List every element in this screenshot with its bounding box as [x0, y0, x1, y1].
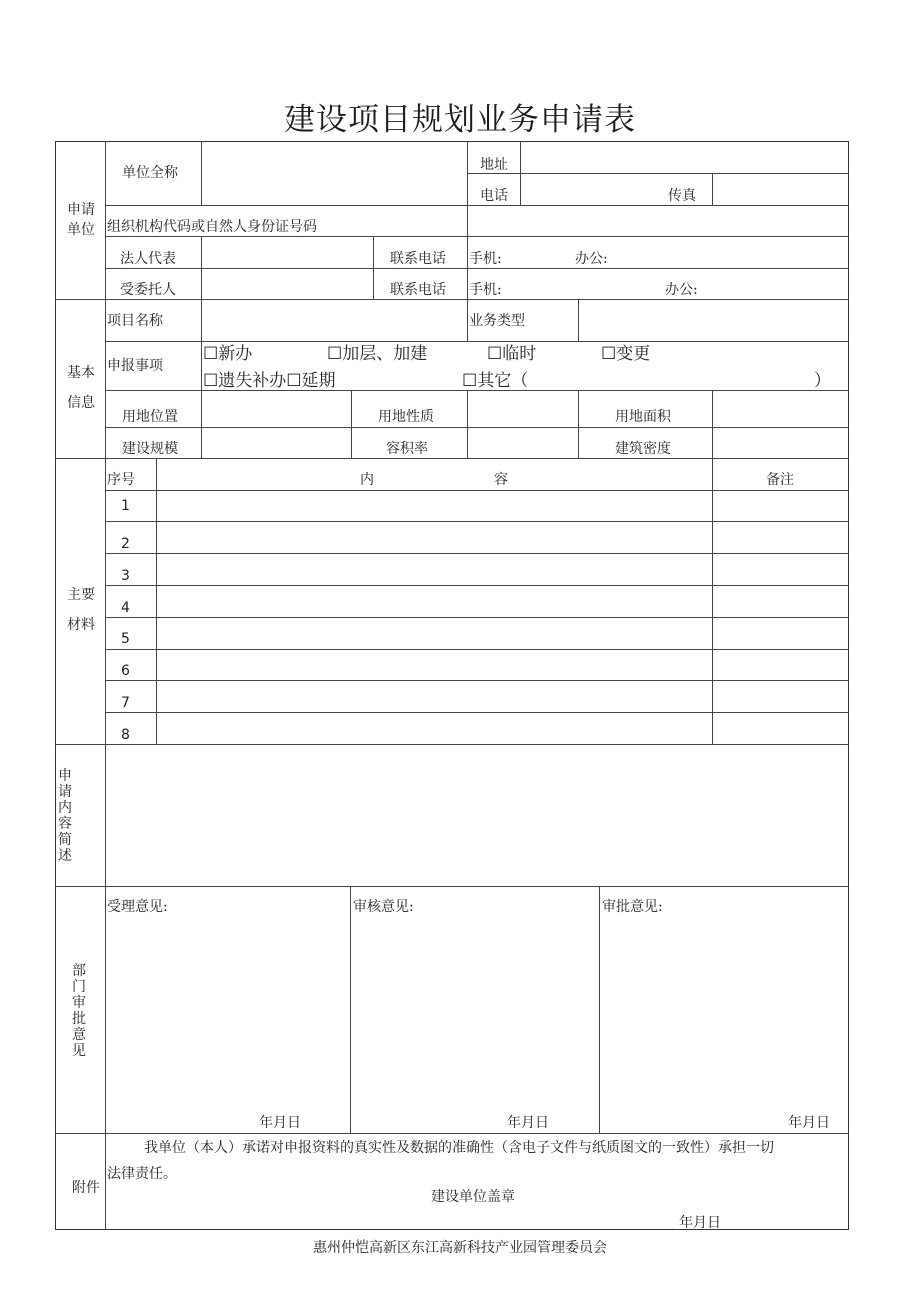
accept-opinion-label: 受理意见: — [107, 899, 168, 915]
label-column-divider — [105, 141, 106, 1230]
col-line — [712, 458, 713, 744]
content-header: 内 — [360, 472, 374, 488]
row-line — [105, 649, 849, 650]
approval-section-label: 部门审批意见 — [72, 963, 86, 1059]
building-density-label: 建筑密度 — [615, 441, 671, 457]
description-section-label: 申请内容简述 — [58, 768, 72, 864]
business-type-label: 业务类型 — [469, 313, 525, 329]
col-line — [578, 299, 579, 341]
col-line — [201, 236, 202, 299]
row-number: 6 — [121, 663, 130, 679]
contact-phone-label: 联系电话 — [390, 282, 446, 298]
row-line — [105, 712, 849, 713]
applicant-section-label: 申请 单位 — [67, 202, 95, 238]
land-nature-label: 用地性质 — [378, 409, 434, 425]
office-label: 办公: — [575, 251, 608, 267]
content-header: 容 — [494, 472, 508, 488]
option-other-checkbox[interactable]: ☐其它（ — [462, 371, 529, 391]
trustee-label: 受委托人 — [120, 282, 176, 298]
attachment-date: 年月日 — [679, 1215, 721, 1231]
office-label: 办公: — [665, 282, 698, 298]
section-divider — [55, 886, 849, 887]
mobile-label: 手机: — [469, 282, 502, 298]
col-line — [201, 390, 202, 458]
declare-items-label: 申报事项 — [107, 358, 163, 374]
construction-scale-label: 建设规模 — [122, 441, 178, 457]
materials-section-label: 主要 材料 — [67, 587, 95, 633]
option-new-checkbox[interactable]: ☐新办 — [203, 344, 253, 364]
unit-name-label: 单位全称 — [122, 165, 178, 181]
col-line — [467, 299, 468, 341]
col-line — [467, 141, 468, 299]
approve-date: 年月日 — [788, 1115, 830, 1131]
col-line — [201, 299, 202, 390]
review-opinion-label: 审核意见: — [353, 899, 414, 915]
mobile-label: 手机: — [469, 251, 502, 267]
section-divider — [55, 1133, 849, 1134]
row-line — [467, 173, 849, 174]
seal-label: 建设单位盖章 — [431, 1189, 515, 1205]
row-number: 2 — [121, 536, 130, 552]
plot-ratio-label: 容积率 — [386, 441, 428, 457]
col-line — [156, 458, 157, 744]
land-area-label: 用地面积 — [615, 409, 671, 425]
contact-phone-label: 联系电话 — [390, 251, 446, 267]
col-line — [467, 390, 468, 458]
option-addition-checkbox[interactable]: ☐加层、加建 — [327, 344, 428, 364]
col-line — [599, 886, 600, 1133]
row-line — [105, 680, 849, 681]
phone-label: 电话 — [480, 188, 508, 204]
land-location-label: 用地位置 — [122, 409, 178, 425]
row-number: 3 — [121, 568, 130, 584]
project-name-label: 项目名称 — [107, 313, 163, 329]
seq-header: 序号 — [107, 472, 135, 488]
row-line — [105, 236, 849, 237]
section-divider — [55, 744, 849, 745]
fax-label: 传真 — [668, 188, 696, 204]
row-line — [105, 553, 849, 554]
pledge-text: 我单位（本人）承诺对申报资料的真实性及数据的准确性（含电子文件与纸质图文的一致性）承担一切 — [144, 1140, 774, 1156]
row-line — [105, 617, 849, 618]
legal-rep-label: 法人代表 — [120, 251, 176, 267]
option-other-close: ） — [814, 371, 831, 391]
col-line — [350, 886, 351, 1133]
approve-opinion-label: 审批意见: — [602, 899, 663, 915]
form-title: 建设项目规划业务申请表 — [284, 102, 636, 138]
option-reissue-extend-checkbox[interactable]: ☐遗失补办☐延期 — [203, 371, 336, 391]
row-line — [105, 585, 849, 586]
row-line — [105, 205, 849, 206]
review-date: 年月日 — [507, 1115, 549, 1131]
col-line — [351, 390, 352, 458]
option-change-checkbox[interactable]: ☐变更 — [601, 344, 651, 364]
section-divider — [55, 299, 849, 300]
issuer-footer: 惠州仲恺高新区东江高新科技产业园管理委员会 — [313, 1240, 607, 1256]
form-table — [55, 141, 849, 1230]
row-line — [105, 490, 849, 491]
row-number: 1 — [121, 498, 130, 514]
col-line — [201, 141, 202, 205]
org-code-label: 组织机构代码或自然人身份证号码 — [107, 219, 317, 235]
col-line — [520, 141, 521, 205]
remark-header: 备注 — [766, 472, 794, 488]
row-line — [105, 521, 849, 522]
row-line — [105, 268, 849, 269]
address-label: 地址 — [480, 157, 508, 173]
row-number: 7 — [121, 695, 130, 711]
col-line — [578, 390, 579, 458]
col-line — [712, 173, 713, 205]
row-line — [105, 341, 849, 342]
accept-date: 年月日 — [259, 1115, 301, 1131]
col-line — [712, 390, 713, 458]
row-number: 8 — [121, 727, 130, 743]
section-divider — [55, 458, 849, 459]
row-number: 4 — [121, 600, 130, 616]
col-line — [373, 236, 374, 299]
option-temporary-checkbox[interactable]: ☐临时 — [487, 344, 537, 364]
basic-info-section-label: 基本 信息 — [67, 365, 95, 411]
row-number: 5 — [121, 631, 130, 647]
pledge-text-continued: 法律责任。 — [107, 1166, 177, 1182]
row-line — [105, 427, 849, 428]
attachment-section-label: 附件 — [72, 1180, 100, 1196]
